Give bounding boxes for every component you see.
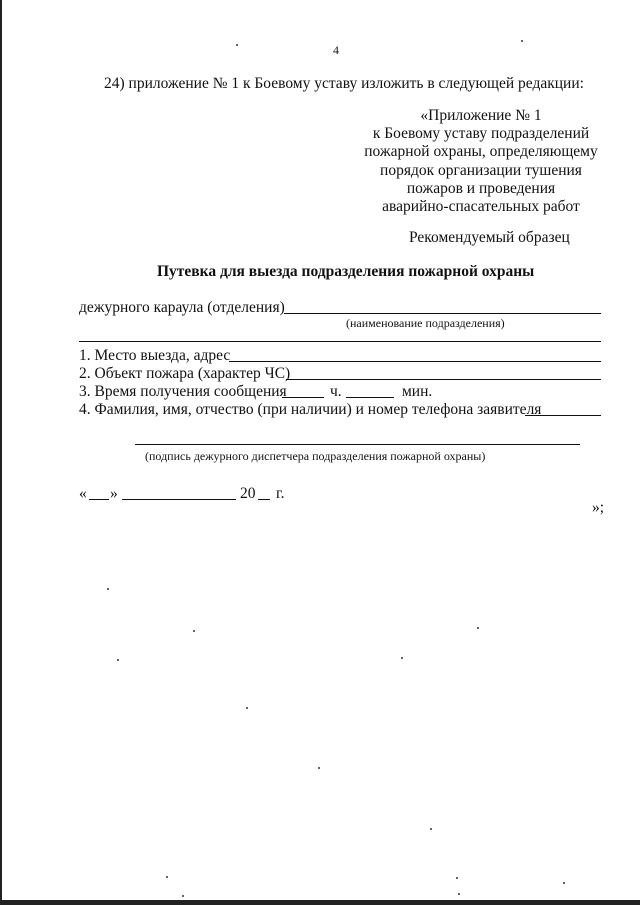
scan-speck [246, 707, 248, 709]
hours-line [282, 397, 324, 398]
form-title: Путевка для выезда подразделения пожарной охраны [157, 263, 535, 280]
appendix-header-line: пожарной охраны, определяющему [364, 143, 598, 161]
scan-speck [193, 630, 195, 632]
minutes-label: мин. [402, 383, 433, 400]
guard-label: дежурного караула (отделения) [79, 299, 285, 316]
appendix-header-line: «Приложение № 1 [420, 107, 542, 124]
address-line [229, 361, 601, 362]
appendix-header-line: пожаров и проведения [406, 179, 556, 197]
year-suffix: г. [276, 485, 285, 502]
unit-name-line [284, 313, 601, 314]
unit-name-caption: (наименование подразделения) [346, 316, 505, 330]
scan-speck [182, 895, 184, 897]
scan-speck [477, 627, 479, 629]
form-item-caller: 4. Фамилия, имя, отчество (при наличии) и номер телефона заявителя [79, 401, 542, 418]
amendment-intro: 24) приложение № 1 к Боевому уставу изложить в следующей редакции: [104, 75, 584, 92]
appendix-header-line: аварийно-спасательных работ [382, 198, 580, 216]
caller-line [525, 415, 601, 416]
signature-line [135, 444, 580, 445]
scan-speck [521, 40, 523, 42]
date-month-line [122, 499, 236, 500]
hours-label: ч. [330, 383, 342, 400]
form-item-address: 1. Место выезда, адрес [79, 347, 231, 364]
scan-speck [456, 877, 458, 879]
form-item-object: 2. Объект пожара (характер ЧС) [79, 365, 291, 382]
date-open-quote: « [79, 485, 87, 502]
minutes-line [346, 397, 394, 398]
unit-name-line-2 [79, 341, 601, 342]
closing-quote: »; [592, 499, 605, 516]
form-item-time: 3. Время получения сообщения [79, 383, 287, 400]
scan-left-edge [0, 0, 2, 905]
year-line [258, 499, 270, 500]
scan-speck [166, 876, 168, 878]
sample-label: Рекомендуемый образец [409, 229, 570, 246]
scan-speck [117, 659, 119, 661]
scan-speck [236, 44, 238, 46]
scan-bottom-edge [0, 900, 640, 905]
appendix-header-line: порядок организации тушения [380, 161, 582, 179]
appendix-header [352, 107, 610, 216]
date-day-line [89, 499, 109, 500]
scan-speck [401, 657, 403, 659]
scan-speck [318, 767, 320, 769]
signature-caption: (подпись дежурного диспетчера подразделения пожарной охраны) [145, 449, 486, 463]
year-prefix: 20 [240, 485, 256, 502]
date-close-quote: » [110, 485, 118, 502]
object-line [286, 379, 601, 380]
appendix-header-line: к Боевому уставу подразделений [372, 125, 590, 143]
scan-speck [430, 828, 432, 830]
page-number: 4 [333, 43, 339, 57]
scan-speck [458, 893, 460, 895]
scan-speck [107, 588, 109, 590]
scan-speck [563, 882, 565, 884]
